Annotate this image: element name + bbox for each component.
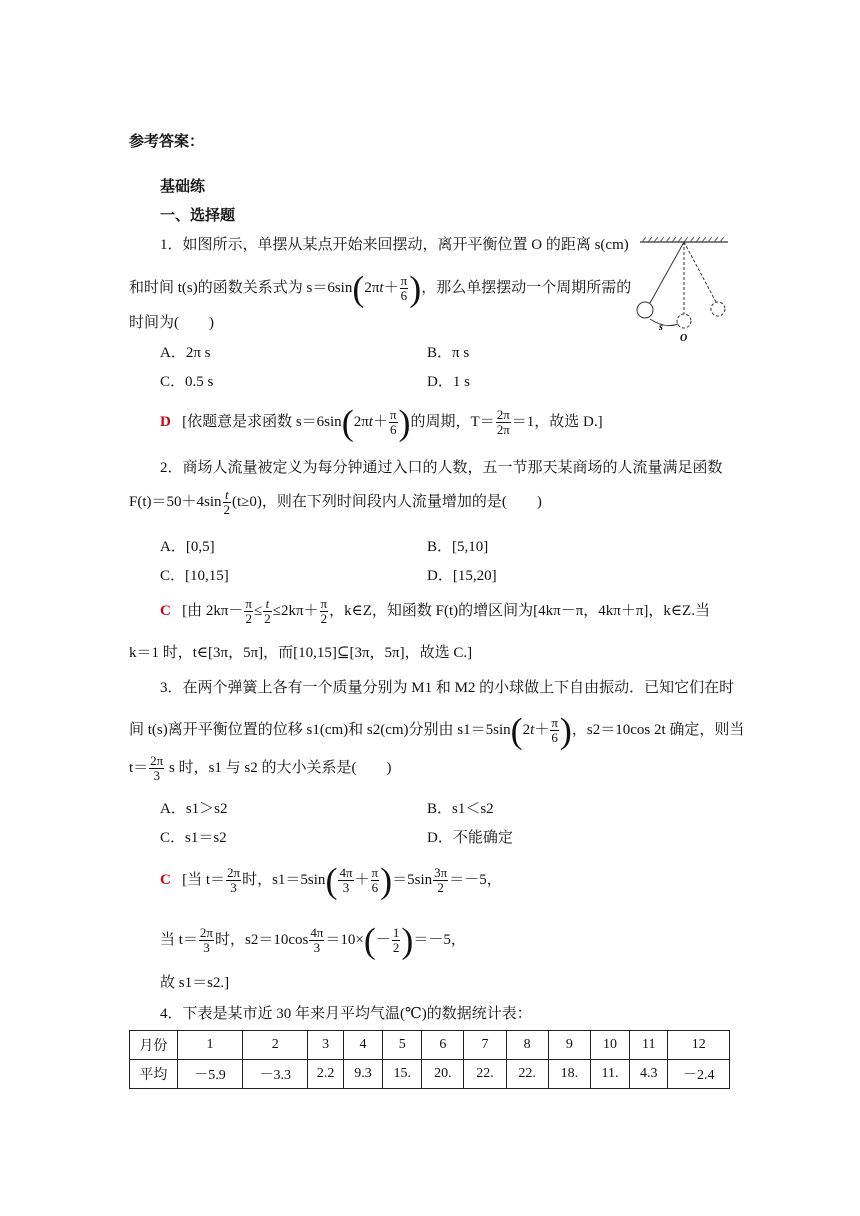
value-cell: －5.9: [177, 1060, 242, 1089]
q1-line3: 时间为( ): [129, 315, 214, 331]
q1-line1: 1．如图所示，单摆从某点开始来回摆动，离开平衡位置 O 的距离 s(cm): [160, 237, 629, 253]
value-cell: 22.: [506, 1060, 548, 1089]
q2-ans-b: ≤: [254, 602, 263, 619]
value-cell: 2.2: [308, 1060, 343, 1089]
month-cell: 3: [308, 1031, 343, 1060]
month-cell: 4: [343, 1031, 382, 1060]
q2-line2-b: (t≥0)，则在下列时间段内人流量增加的是( ): [232, 493, 542, 510]
q2-line2-a: F(t)＝50＋4sin: [129, 493, 222, 510]
section-title: 基础练: [160, 179, 206, 195]
month-cell: 11: [630, 1031, 668, 1060]
q2-answer-line2: k＝1 时，t∈[3π，5π]，而[10,15]⊆[3π，5π]，故选 C.]: [129, 645, 473, 661]
value-cell: 20.: [422, 1060, 464, 1089]
q3-line1: 3．在两个弹簧上各有一个质量分别为 M1 和 M2 的小球做上下自由振动．已知它们在时: [160, 680, 735, 696]
q1-option-b: B．π s: [427, 345, 470, 361]
q3-line2-a: 间 t(s)离开平衡位置的位移 s1(cm)和 s2(cm)分别由 s1＝5sin: [129, 721, 511, 738]
part-title: 一、选择题: [160, 208, 236, 224]
month-cell: 12: [668, 1031, 730, 1060]
value-cell: －3.3: [243, 1060, 308, 1089]
q1-answer-a: [依题意是求函数 s＝6sin: [182, 413, 342, 430]
q2-option-d: D．[15,20]: [427, 568, 497, 584]
q2-answer-letter: C: [160, 602, 171, 619]
q2-line1: 2．商场人流量被定义为每分钟通过入口的人数，五一节那天某商场的人流量满足函数: [160, 460, 723, 476]
label-o: O: [680, 333, 688, 344]
q2-line2: F(t)＝50＋4sin $\frac{t}{2}$ (t≥0)，则在下列时间段内人流量增加的是( ): [129, 487, 542, 517]
table-row-label: 平均: [130, 1060, 178, 1089]
value-cell: 18.: [548, 1060, 590, 1089]
q2-ans-c: ≤2kπ＋: [272, 602, 319, 619]
q3-ans1-a: [当 t＝: [182, 871, 226, 888]
q3-line3: t＝ $\frac{2\pi}{3}$ s 时，s1 与 s2 的大小关系是( ): [129, 753, 392, 783]
table-row-values: [130, 1060, 730, 1089]
q3-line3-a: t＝: [129, 759, 149, 776]
q2-option-b: B．[5,10]: [427, 539, 489, 555]
value-cell: 22.: [464, 1060, 506, 1089]
value-cell: 15.: [383, 1060, 422, 1089]
month-cell: 7: [464, 1031, 506, 1060]
value-cell: 9.3: [343, 1060, 382, 1089]
month-cell: 5: [383, 1031, 422, 1060]
q1-answer-c: ＝1，故选 D.]: [511, 413, 603, 430]
q2-option-c: C．[10,15]: [160, 568, 229, 584]
month-cell: 9: [548, 1031, 590, 1060]
q1-answer-letter: D: [160, 413, 171, 430]
q2-ans-a: [由 2kπ－: [182, 602, 244, 619]
value-cell: 4.3: [630, 1060, 668, 1089]
q3-answer-line2: 当 t＝ $\frac{2\pi}{3}$ 时，s2＝10cos $\frac{4\pi}{3}$ ＝10×(－ $\frac{1}{2}$ )＝－5，: [160, 920, 466, 961]
month-cell: 8: [506, 1031, 548, 1060]
paren-open: (: [352, 268, 365, 309]
pendulum-figure: [632, 236, 732, 344]
q1-line2: 和时间 t(s)的函数关系式为 s＝6sin(2πt＋ $\frac{\pi}{6}$ )，那么单摆摆动一个周期所需的: [129, 268, 632, 309]
value-cell: 11.: [590, 1060, 629, 1089]
q3-line3-b: s 时，s1 与 s2 的大小关系是( ): [165, 759, 392, 776]
table-header-label: 月份: [130, 1031, 178, 1060]
value-cell: －2.4: [668, 1060, 730, 1089]
q4-line1: 4．下表是某市近 30 年来月平均气温(℃)的数据统计表：: [160, 1006, 532, 1022]
frac-pi-6: $\frac{\pi}{6}$: [400, 273, 408, 303]
q1-answer-b: 的周期，T＝: [410, 413, 495, 430]
q3-option-c: C．s1＝s2: [160, 830, 227, 846]
q3-option-a: A．s1＞s2: [160, 801, 228, 817]
q3-option-b: B．s1＜s2: [427, 801, 494, 817]
q1-option-d: D．1 s: [427, 374, 470, 390]
q2-option-a: A．[0,5]: [160, 539, 215, 555]
q3-ans1-c: ＝5sin: [392, 871, 433, 888]
q3-ans2-b: 时，s2＝10cos: [215, 931, 309, 948]
q3-line2: 间 t(s)离开平衡位置的位移 s1(cm)和 s2(cm)分别由 s1＝5sin(2t＋ $\frac{\pi}{6}$ )，s2＝10cos 2t 确定，则当: [129, 710, 745, 751]
paren-close: ): [409, 268, 422, 309]
table-row-months: [130, 1031, 730, 1060]
q2-answer-line1: C [由 2kπ－ $\frac{\pi}{2}$ ≤ $\frac{t}{2}$ ≤2kπ＋ $\frac{\pi}{2}$ ，k∈Z，知函数 F(t)的增区间为[4kπ－π，4kπ＋π]，k∈Z.当: [160, 596, 710, 626]
month-cell: 6: [422, 1031, 464, 1060]
q3-ans2-a: 当 t＝: [160, 931, 198, 948]
q3-answer-line3: 故 s1＝s2.]: [160, 975, 230, 991]
q3-ans1-d: ＝－5，: [449, 871, 502, 888]
q1-line2-b: ，那么单摆摆动一个周期所需的: [421, 279, 632, 296]
q3-answer-line1: C [当 t＝ $\frac{2\pi}{3}$ 时，s1＝5sin( $\frac{4\pi}{3}$ ＋ $\frac{\pi}{6}$ )＝5sin $\frac{3\pi}{2}$ ＝－5，: [160, 860, 502, 901]
month-cell: 10: [590, 1031, 629, 1060]
q3-option-d: D．不能确定: [427, 830, 513, 846]
q3-ans2-c: ＝10×: [325, 931, 364, 948]
answers-title: 参考答案：: [129, 134, 205, 150]
q1-line2-a: 和时间 t(s)的函数关系式为 s＝6sin: [129, 279, 353, 296]
q3-answer-letter: C: [160, 871, 171, 888]
month-cell: 1: [177, 1031, 242, 1060]
temperature-table: [129, 1030, 730, 1089]
frac-2pi-2pi: $\frac{2\pi}{2\pi}$: [496, 407, 510, 437]
q1-option-c: C．0.5 s: [160, 374, 214, 390]
q2-ans-d: ，k∈Z，知函数 F(t)的增区间为[4kπ－π，4kπ＋π]，k∈Z.当: [329, 602, 710, 619]
q3-ans2-d: ＝－5，: [413, 931, 466, 948]
label-s: s: [659, 322, 663, 333]
q1-answer: D [依题意是求函数 s＝6sin(2πt＋ $\frac{\pi}{6}$ )的周期，T＝ $\frac{2\pi}{2\pi}$ ＝1，故选 D.]: [160, 402, 603, 443]
month-cell: 2: [243, 1031, 308, 1060]
q1-option-a: A．2π s: [160, 345, 211, 361]
q3-line2-b: ，s2＝10cos 2t 确定，则当: [571, 721, 745, 738]
q3-ans1-b: 时，s1＝5sin: [242, 871, 326, 888]
